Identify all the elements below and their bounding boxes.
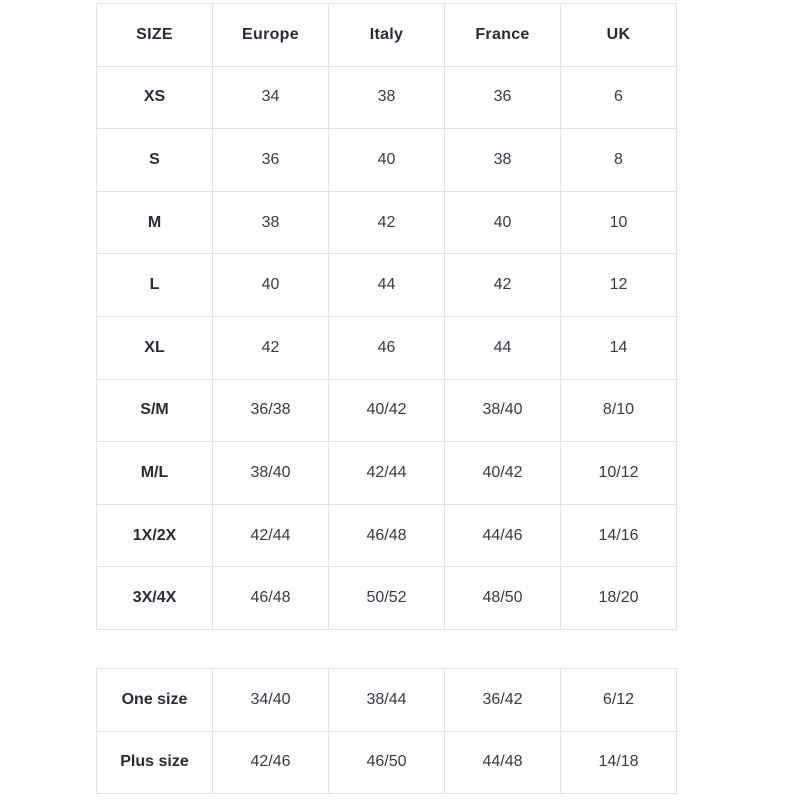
cell-france: 38 [445,129,561,192]
row-label: S/M [97,379,213,442]
cell-uk: 14 [561,316,677,379]
primary-size-table-container [96,3,676,630]
cell-italy: 46/50 [329,731,445,794]
row-label: M/L [97,442,213,505]
cell-italy: 40 [329,129,445,192]
row-label: XL [97,316,213,379]
row-label: XS [97,66,213,129]
row-label: One size [97,669,213,732]
row-label: L [97,254,213,317]
secondary-size-table [96,668,677,794]
column-header-size: SIZE [97,4,213,67]
cell-europe: 34/40 [213,669,329,732]
cell-france: 44/46 [445,504,561,567]
table-row [97,567,677,630]
cell-uk: 8 [561,129,677,192]
column-header-uk: UK [561,4,677,67]
cell-europe: 34 [213,66,329,129]
cell-europe: 36 [213,129,329,192]
cell-france: 48/50 [445,567,561,630]
table-row [97,504,677,567]
cell-france: 42 [445,254,561,317]
cell-italy: 46/48 [329,504,445,567]
row-label: 1X/2X [97,504,213,567]
table-row [97,316,677,379]
cell-europe: 42 [213,316,329,379]
table-row [97,442,677,505]
row-label: 3X/4X [97,567,213,630]
secondary-size-table-container [96,668,676,794]
column-header-france: France [445,4,561,67]
table-header-row [97,4,677,67]
cell-italy: 44 [329,254,445,317]
cell-europe: 46/48 [213,567,329,630]
column-header-italy: Italy [329,4,445,67]
cell-france: 44 [445,316,561,379]
row-label: Plus size [97,731,213,794]
cell-uk: 6 [561,66,677,129]
cell-europe: 38/40 [213,442,329,505]
cell-italy: 38/44 [329,669,445,732]
cell-uk: 14/16 [561,504,677,567]
table-row [97,254,677,317]
cell-uk: 10 [561,191,677,254]
cell-uk: 18/20 [561,567,677,630]
table-row [97,66,677,129]
cell-italy: 40/42 [329,379,445,442]
cell-uk: 12 [561,254,677,317]
cell-france: 40/42 [445,442,561,505]
column-header-europe: Europe [213,4,329,67]
cell-italy: 42 [329,191,445,254]
primary-size-table [96,3,677,630]
cell-europe: 42/46 [213,731,329,794]
cell-uk: 14/18 [561,731,677,794]
cell-europe: 40 [213,254,329,317]
cell-uk: 10/12 [561,442,677,505]
cell-france: 40 [445,191,561,254]
cell-france: 36 [445,66,561,129]
table-row [97,129,677,192]
cell-uk: 6/12 [561,669,677,732]
primary-table-header [97,4,677,67]
row-label: S [97,129,213,192]
primary-table-body [97,66,677,629]
cell-europe: 42/44 [213,504,329,567]
table-row [97,191,677,254]
cell-france: 44/48 [445,731,561,794]
cell-europe: 38 [213,191,329,254]
cell-italy: 42/44 [329,442,445,505]
cell-europe: 36/38 [213,379,329,442]
cell-france: 38/40 [445,379,561,442]
secondary-table-body [97,669,677,794]
cell-uk: 8/10 [561,379,677,442]
cell-italy: 38 [329,66,445,129]
cell-italy: 46 [329,316,445,379]
table-row [97,379,677,442]
cell-france: 36/42 [445,669,561,732]
table-row [97,731,677,794]
table-row [97,669,677,732]
cell-italy: 50/52 [329,567,445,630]
row-label: M [97,191,213,254]
